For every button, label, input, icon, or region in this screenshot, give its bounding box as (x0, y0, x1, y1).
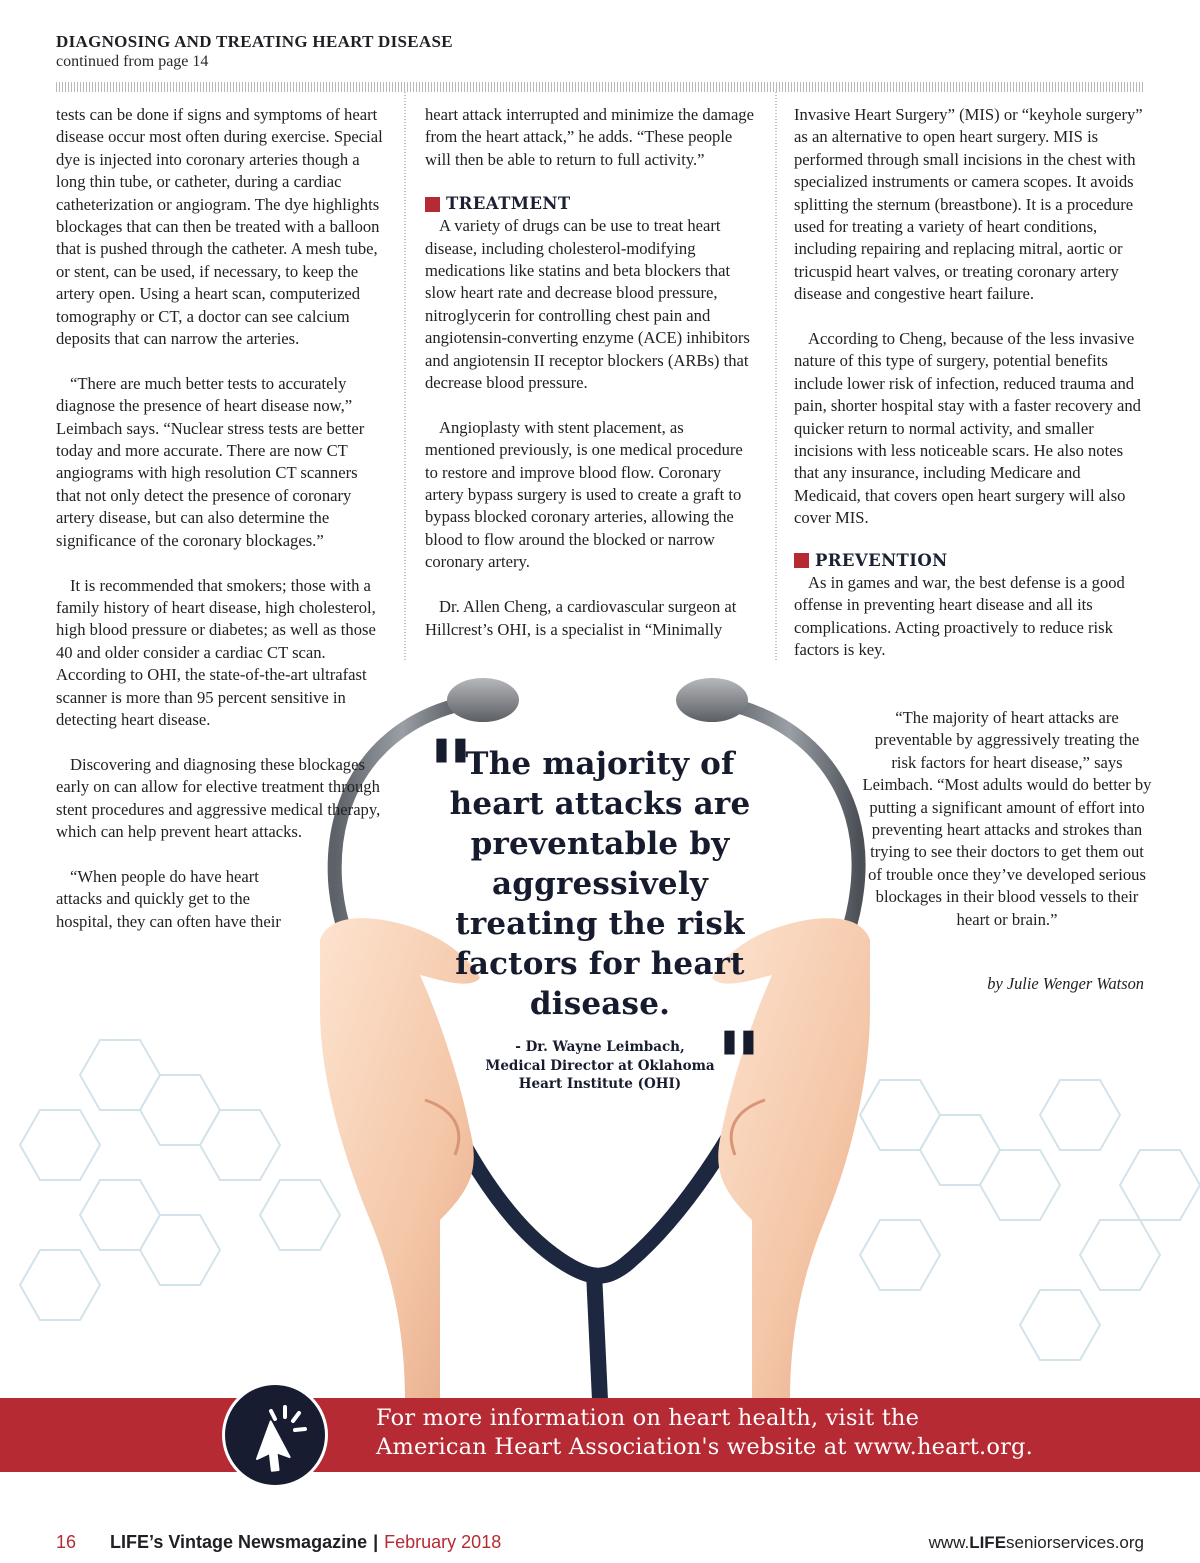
close-quote-icon: " (716, 1012, 762, 1116)
website-link[interactable] (929, 1533, 1144, 1553)
open-quote-icon: " (428, 720, 474, 824)
section-heading-label: TREATMENT (446, 194, 571, 214)
section-heading-treatment (425, 193, 755, 215)
paragraph: Angioplasty with stent placement, as mentioned previously, is one medical procedure to restore and improve blood flow. Coronary artery bypass surgery is used to create a graft to bypass blocked coronary arteries, allowing the blood to flow around the blocked or narrow coronary artery. (425, 417, 743, 572)
issue-date: February 2018 (384, 1532, 502, 1552)
paragraph: Invasive Heart Surgery” (MIS) or “keyhole surgery” as an alternative to open heart surgery. MIS is performed through small incisions in the chest with specialized instruments or camera scopes. It avoids splitting the sternum (breastbone). It is a procedure used for treating a variety of heart conditions, including repairing and replacing mitral, aortic or tricuspid heart valves, or treating coronary artery disease and congestive heart failure. (794, 105, 1143, 304)
column-divider-2 (775, 92, 777, 660)
paragraph: “There are much better tests to accurately diagnose the presence of heart disease now,” Leimbach says. “Nuclear stress tests are better today and more accurate. There are now CT angiograms with high resolution CT scanners that not only detect the presence of coronary artery disease, but can also determine the significance of the coronary blockages.” (56, 373, 365, 550)
article-column-1 (56, 104, 386, 955)
page-number: 16 (56, 1532, 77, 1552)
banner-line: For more information on heart health, visit the (376, 1405, 920, 1431)
paragraph: It is recommended that smokers; those with a family history of heart disease, high cholesterol, high blood pressure or diabetes; as well as those 40 and older consider a cardiac CT scan. According to OHI, the state-of-the-art ultrafast scanner is more than 95 percent sensitive in detecting heart disease. (56, 575, 376, 729)
url-prefix: www. (928, 1533, 970, 1552)
attribution-line: Heart Institute (OHI) (518, 1076, 682, 1092)
section-marker-icon (794, 553, 809, 568)
header-rule (56, 82, 1144, 92)
attribution-line: Medical Director at Oklahoma (485, 1057, 715, 1074)
article-column-2 (425, 104, 755, 663)
section-heading-prevention (794, 550, 1146, 572)
cursor-click-icon (225, 1385, 325, 1485)
pull-quote-attribution (440, 1038, 760, 1094)
pull-quote-text: The majority of heart attacks are preventable by aggressively treating the risk factors for heart disease. (449, 746, 751, 1022)
paragraph: As in games and war, the best defense is a good offense in preventing heart disease and all its complications. Acting proactively to reduce risk factors is key. (794, 572, 1125, 659)
page-footer (56, 1532, 1144, 1553)
side-quote: “The majority of heart attacks are preventable by aggressively treating the risk factors for heart disease,” says Leimbach. “Most adults would do better by putting a significant amount of effort into preventing heart attacks and strokes than trying to see their doctors to get them out of trouble once they’ve developed serious blockages in their blood vessels to their heart or brain.” (862, 708, 1152, 929)
column-divider-1 (404, 92, 406, 660)
paragraph: “When people do have heart attacks and quickly get to the hospital, they can often have their (56, 866, 281, 931)
paragraph: A variety of drugs can be use to treat heart disease, including cholesterol-modifying medications like statins and beta blockers that slow heart rate and decrease blood pressure, nitroglycerin for controlling chest pain and angiotensin-converting enzyme (ACE) inhibitors and angiotensin II receptor blockers (ARBs) that decrease blood pressure. (425, 216, 750, 393)
attribution-line: - Dr. Wayne Leimbach, (515, 1039, 685, 1055)
section-marker-icon (425, 197, 440, 212)
article-column-3 (794, 104, 1146, 684)
continued-from: continued from page 14 (56, 53, 209, 70)
footer-separator: | (373, 1532, 379, 1552)
paragraph: Dr. Allen Cheng, a cardiovascular surgeon at Hillcrest’s OHI, is a specialist in “Minimally (425, 597, 737, 639)
article-kicker: DIAGNOSING AND TREATING HEART DISEASE (56, 32, 453, 51)
banner-line-link[interactable]: American Heart Association's website at www.heart.org. (376, 1434, 1033, 1460)
article-header (56, 32, 453, 71)
paragraph: tests can be done if signs and symptoms of heart disease occur most often during exercise. Special dye is injected into coronary arteries though a long thin tube, or catheter, during a cardiac catheterization or angiogram. The dye highlights blockages that can then be treated with a balloon that is pushed through the catheter. A mesh tube, or stent, can be used, if necessary, to keep the artery open. Using a heart scan, computerized tomography or CT, a doctor can see calcium deposits that can narrow the arteries. (56, 105, 383, 349)
paragraph: According to Cheng, because of the less invasive nature of this type of surgery, potential benefits include lower risk of infection, reduced trauma and pain, shorter hospital stay with a faster recovery and quicker return to normal activity, and smaller incisions with less noticeable scars. He also notes that any insurance, including Medicare and Medicaid, that covers open heart surgery will also cover MIS. (794, 329, 1141, 528)
paragraph: Discovering and diagnosing these blockages early on can allow for elective treatment through stent procedures and aggressive medical therapy, which can help prevent heart attacks. (56, 754, 381, 841)
url-suffix: seniorservices.org (1006, 1533, 1144, 1552)
pull-quote (440, 744, 760, 1094)
url-bold: LIFE (969, 1533, 1007, 1552)
paragraph: heart attack interrupted and minimize the damage from the heart attack,” he adds. “These people will then be able to return to full activity.” (425, 105, 754, 169)
banner-text (376, 1404, 1176, 1462)
section-heading-label: PREVENTION (815, 550, 948, 570)
magazine-name: LIFE’s Vintage Newsmagazine (110, 1532, 368, 1552)
byline: by Julie Wenger Watson (987, 974, 1144, 993)
link-badge[interactable] (222, 1382, 328, 1488)
